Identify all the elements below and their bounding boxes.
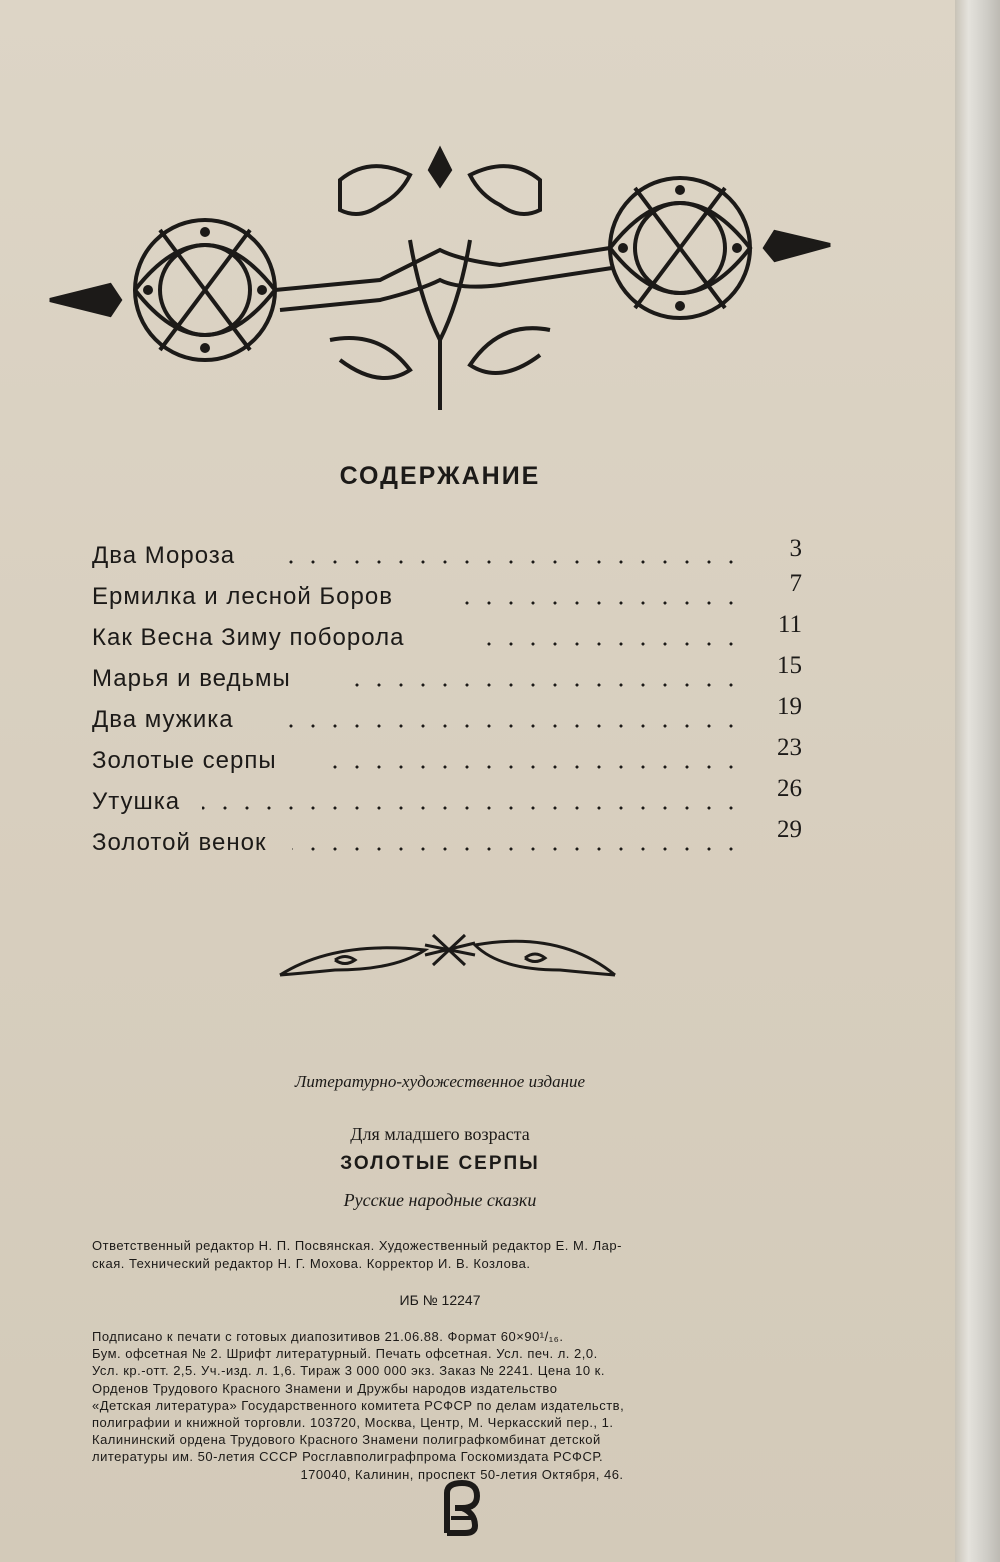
toc-entry-page: 7 xyxy=(789,570,802,597)
imprint-line: Калининский ордена Трудового Красного Знамени полиграфкомбинат детской xyxy=(92,1432,601,1448)
toc-entry[interactable] xyxy=(92,693,812,734)
toc-entry-title: Два мужика xyxy=(92,706,234,733)
toc-entry-title: Утушка xyxy=(92,788,181,815)
toc-entry-page: 19 xyxy=(777,693,802,720)
editors-credits xyxy=(92,1237,832,1273)
toc-entry-title: Два Мороза xyxy=(92,542,236,569)
imprint-line: Бум. офсетная № 2. Шрифт литературный. Печать офсетная. Усл. печ. л. 2,0. xyxy=(92,1346,598,1362)
toc-leader-dots xyxy=(292,847,742,851)
table-of-contents xyxy=(92,535,812,857)
toc-leader-dots xyxy=(277,724,742,728)
toc-entry-title: Как Весна Зиму поборола xyxy=(92,624,405,651)
toc-leader-dots xyxy=(282,560,742,564)
toc-entry[interactable] xyxy=(92,734,812,775)
toc-entry-title: Ермилка и лесной Боров xyxy=(92,583,393,610)
toc-entry-title: Марья и ведьмы xyxy=(92,665,291,692)
celtic-knot-ornament-icon xyxy=(40,140,840,415)
toc-entry-page: 15 xyxy=(777,652,802,679)
toc-leader-dots xyxy=(477,642,742,646)
toc-entry[interactable] xyxy=(92,652,812,693)
toc-entry[interactable] xyxy=(92,535,812,570)
publisher-logo-icon xyxy=(437,1478,487,1538)
contents-title: СОДЕРЖАНИЕ xyxy=(339,462,541,490)
imprint-line: 170040, Калинин, проспект 50-летия Октября, 46. xyxy=(300,1466,624,1482)
imprint-line: Орденов Трудового Красного Знамени и Дружбы народов издательство xyxy=(92,1380,558,1396)
leaf-scroll-ornament-icon xyxy=(275,925,620,990)
book-title: ЗОЛОТЫЕ СЕРПЫ xyxy=(340,1153,540,1174)
imprint-line: литературы им. 50-летия СССР Росглавполиграфпрома Госкомиздата РСФСР. xyxy=(92,1449,604,1465)
toc-entry-page: 29 xyxy=(777,816,802,843)
imprint-line: Подписано к печати с готовых диапозитивов 21.06.88. Формат 60×90¹/₁₆. xyxy=(92,1329,564,1344)
next-page-edge xyxy=(955,0,1000,1562)
edition-type: Литературно-художественное издание xyxy=(294,1072,586,1091)
toc-entry-title: Золотые серпы xyxy=(92,747,277,774)
book-subtitle: Русские народные сказки xyxy=(343,1190,537,1210)
imprint-line: «Детская литература» Государственного комитета РСФСР по делам издательств, xyxy=(92,1397,625,1413)
toc-entry[interactable] xyxy=(92,570,812,611)
editors-line: Ответственный редактор Н. П. Посвянская. Художественный редактор Е. М. Лар- xyxy=(92,1238,622,1253)
toc-entry-page: 23 xyxy=(777,734,802,761)
toc-entry[interactable] xyxy=(92,611,812,652)
toc-leader-dots xyxy=(202,806,742,810)
imprint-line: Усл. кр.-отт. 2,5. Уч.-изд. л. 1,6. Тираж 3 000 000 экз. Заказ № 2241. Цена 10 к. xyxy=(92,1363,605,1379)
ib-number: ИБ № 12247 xyxy=(399,1292,481,1308)
toc-entry[interactable] xyxy=(92,816,812,857)
toc-entry-page: 11 xyxy=(777,611,802,638)
toc-leader-dots xyxy=(447,601,742,605)
audience-label: Для младшего возраста xyxy=(350,1124,530,1144)
toc-entry[interactable] xyxy=(92,775,812,816)
editors-line: ская. Технический редактор Н. Г. Мохова. Корректор И. В. Козлова. xyxy=(92,1256,531,1271)
toc-entry-title: Золотой венок xyxy=(92,829,267,856)
imprint-line: полиграфии и книжной торговли. 103720, Москва, Центр, М. Черкасский пер., 1. xyxy=(92,1415,614,1431)
toc-entry-page: 26 xyxy=(777,775,802,802)
print-imprint xyxy=(92,1328,832,1483)
toc-entry-page: 3 xyxy=(789,535,802,562)
toc-leader-dots xyxy=(342,683,742,687)
toc-leader-dots xyxy=(317,765,742,769)
